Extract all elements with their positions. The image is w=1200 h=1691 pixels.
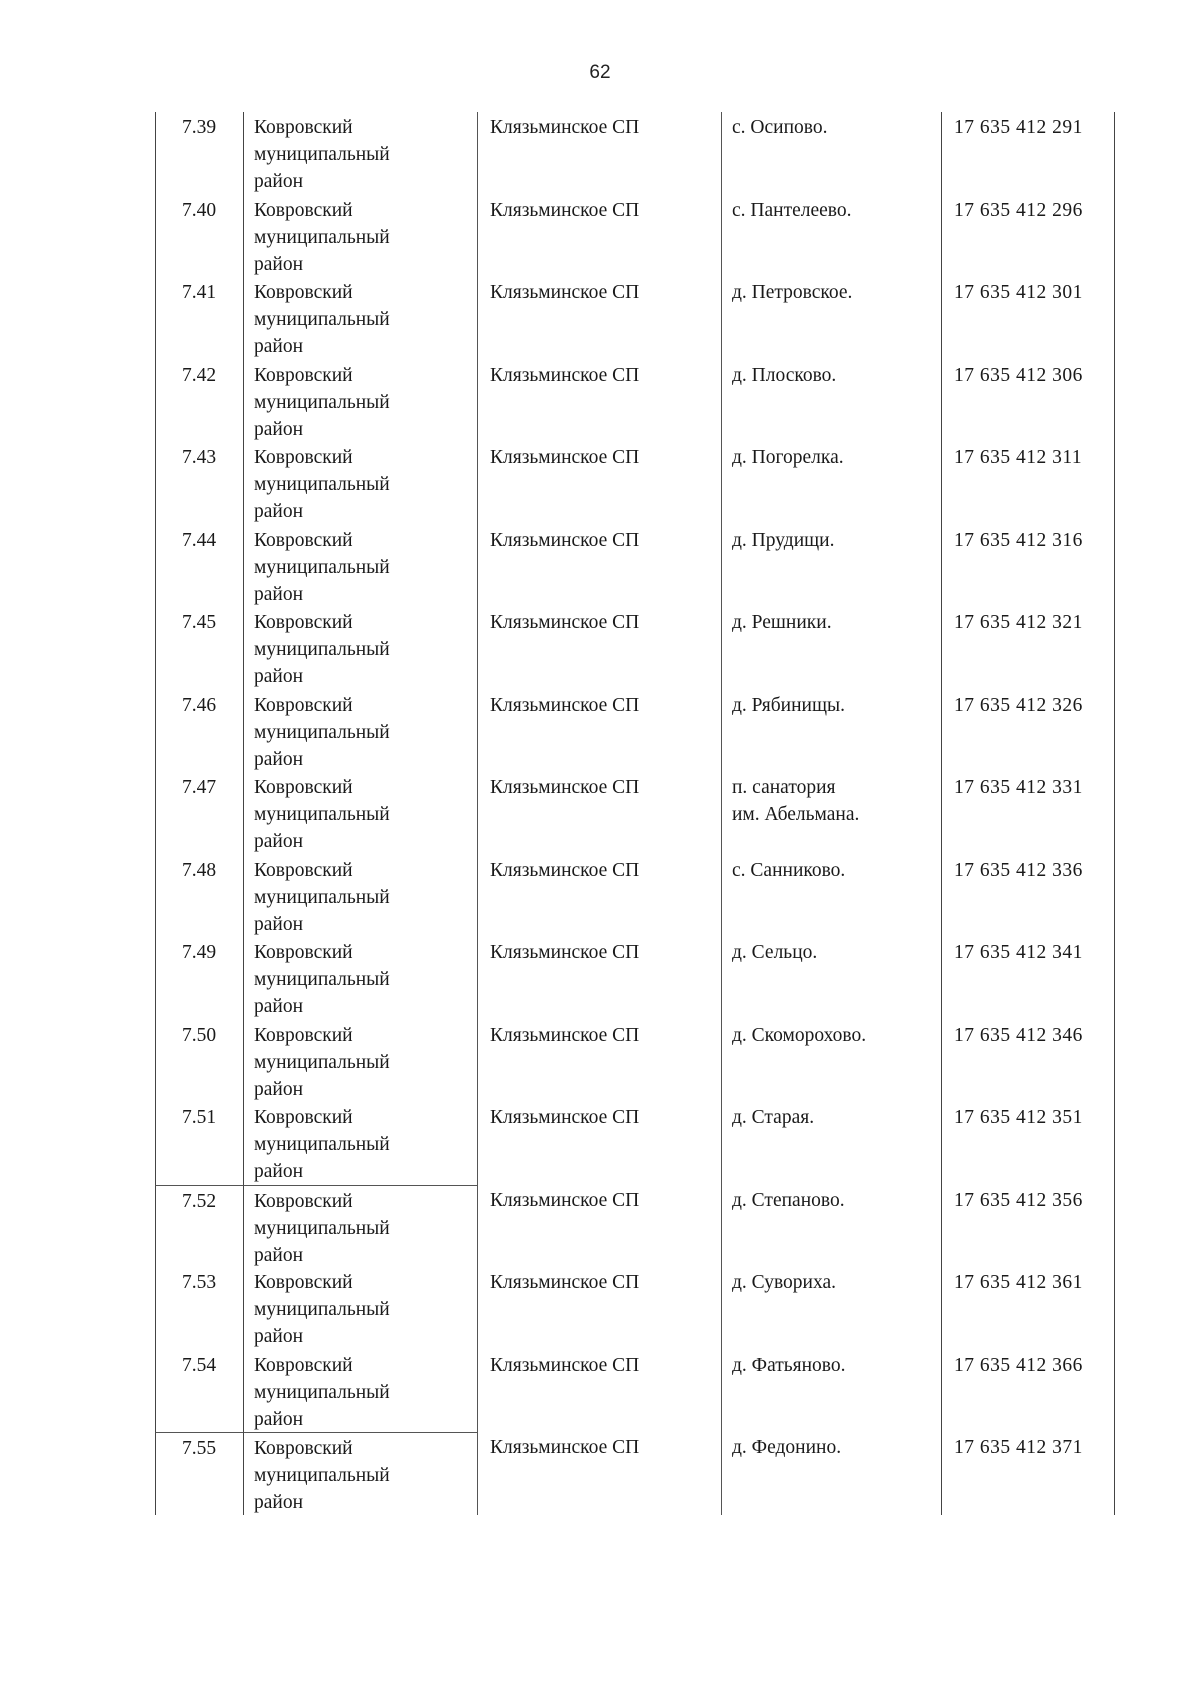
cell-line: д. Прудищи. (732, 529, 835, 551)
locality-cell (721, 525, 941, 608)
cell-line: д. Федонино. (732, 1437, 842, 1458)
oktmo-code-cell: 17 635 412 301 (941, 277, 1115, 360)
district-cell (243, 277, 477, 360)
cell-line: район (254, 171, 304, 192)
row-number: 7.46 (155, 690, 243, 773)
settlement-cell: Клязьминское СП (477, 112, 721, 195)
settlement-cell: Клязьминское СП (477, 1020, 721, 1103)
table-row (155, 360, 1115, 443)
cell-line: Ковровский (254, 447, 353, 468)
district-cell (243, 1267, 477, 1350)
cell-line: район (254, 1078, 304, 1100)
cell-line: Ковровский (254, 1438, 353, 1459)
cell-line: муниципальный (254, 1465, 390, 1486)
settlement-cell: Клязьминское СП (477, 1350, 721, 1433)
settlement-cell: Клязьминское СП (477, 855, 721, 938)
cell-line: муниципальный (254, 969, 390, 990)
cell-line: муниципальный (254, 721, 390, 743)
cell-line: район (254, 583, 304, 605)
cell-line: д. Петровское. (732, 282, 853, 303)
locality-cell (721, 772, 941, 855)
cell-line: Ковровский (254, 529, 353, 551)
district-cell (243, 607, 477, 690)
table-row (155, 1020, 1115, 1103)
oktmo-code-cell: 17 635 412 341 (941, 937, 1115, 1020)
cell-line: муниципальный (254, 639, 390, 660)
table-row (155, 1267, 1115, 1350)
settlement-cell: Клязьминское СП (477, 1267, 721, 1350)
district-cell (243, 1432, 477, 1515)
district-cell (243, 1102, 477, 1185)
cell-line: район (254, 831, 304, 852)
cell-line: район (254, 336, 304, 357)
row-number: 7.55 (155, 1432, 243, 1515)
cell-line: муниципальный (254, 391, 390, 413)
cell-line: д. Сельцо. (732, 942, 818, 963)
cell-line: район (254, 1408, 304, 1430)
cell-line: д. Рябинищы. (732, 694, 845, 716)
settlement-cell: Клязьминское СП (477, 195, 721, 278)
oktmo-code-cell: 17 635 412 296 (941, 195, 1115, 278)
oktmo-code-cell: 17 635 412 321 (941, 607, 1115, 690)
cell-line: муниципальный (254, 1299, 390, 1320)
cell-line: п. санатория (732, 777, 836, 798)
locality-cell (721, 607, 941, 690)
cell-line: д. Решники. (732, 612, 832, 633)
cell-line: с. Пантелеево. (732, 199, 852, 221)
cell-line: д. Сувориха. (732, 1272, 836, 1293)
cell-line: район (254, 1161, 304, 1182)
district-cell (243, 1020, 477, 1103)
oktmo-code-cell: 17 635 412 356 (941, 1185, 1115, 1268)
row-number: 7.45 (155, 607, 243, 690)
row-number: 7.42 (155, 360, 243, 443)
cell-line: муниципальный (254, 804, 390, 825)
row-number: 7.40 (155, 195, 243, 278)
cell-line: Ковровский (254, 777, 353, 798)
table-row (155, 525, 1115, 608)
locality-cell (721, 442, 941, 525)
table-row (155, 855, 1115, 938)
cell-line: д. Плосково. (732, 364, 837, 386)
locality-cell (721, 1185, 941, 1268)
row-number: 7.54 (155, 1350, 243, 1433)
locality-cell (721, 1020, 941, 1103)
table-row (155, 772, 1115, 855)
cell-line: муниципальный (254, 226, 390, 248)
cell-line: Ковровский (254, 364, 353, 386)
cell-line: район (254, 1492, 304, 1513)
settlement-cell: Клязьминское СП (477, 360, 721, 443)
cell-line: Ковровский (254, 1107, 353, 1128)
cell-line: с. Осипово. (732, 117, 828, 138)
table-row (155, 607, 1115, 690)
cell-line: муниципальный (254, 1217, 390, 1239)
row-number: 7.53 (155, 1267, 243, 1350)
settlement-cell: Клязьминское СП (477, 690, 721, 773)
cell-line: Ковровский (254, 1024, 353, 1046)
cell-line: муниципальный (254, 886, 390, 908)
row-number: 7.51 (155, 1102, 243, 1185)
oktmo-code-cell: 17 635 412 366 (941, 1350, 1115, 1433)
oktmo-code-cell: 17 635 412 336 (941, 855, 1115, 938)
row-number: 7.50 (155, 1020, 243, 1103)
cell-line: Ковровский (254, 199, 353, 221)
oktmo-code-cell: 17 635 412 331 (941, 772, 1115, 855)
settlement-cell: Клязьминское СП (477, 937, 721, 1020)
table-row (155, 195, 1115, 278)
cell-line: Ковровский (254, 1354, 353, 1376)
settlement-cell: Клязьминское СП (477, 607, 721, 690)
row-number: 7.43 (155, 442, 243, 525)
district-cell (243, 1185, 477, 1268)
locality-cell (721, 1350, 941, 1433)
locality-cell (721, 195, 941, 278)
cell-line: муниципальный (254, 309, 390, 330)
table-row (155, 937, 1115, 1020)
cell-line: район (254, 501, 304, 522)
cell-line: район (254, 996, 304, 1017)
row-number: 7.48 (155, 855, 243, 938)
settlement-cell: Клязьминское СП (477, 1102, 721, 1185)
cell-line: район (254, 253, 304, 275)
oktmo-code-cell: 17 635 412 346 (941, 1020, 1115, 1103)
oktmo-code-cell: 17 635 412 351 (941, 1102, 1115, 1185)
row-number: 7.47 (155, 772, 243, 855)
table-row (155, 690, 1115, 773)
cell-line: с. Санниково. (732, 859, 846, 881)
district-cell (243, 937, 477, 1020)
district-cell (243, 1350, 477, 1433)
row-number: 7.41 (155, 277, 243, 360)
oktmo-code-cell: 17 635 412 306 (941, 360, 1115, 443)
cell-line: д. Погорелка. (732, 447, 844, 468)
table-row (155, 277, 1115, 360)
oktmo-code-cell: 17 635 412 361 (941, 1267, 1115, 1350)
district-cell (243, 112, 477, 195)
table-row (155, 1185, 1115, 1268)
settlements-table (155, 112, 1115, 1515)
cell-line: д. Фатьяново. (732, 1354, 846, 1376)
cell-line: Ковровский (254, 282, 353, 303)
cell-line: Ковровский (254, 1190, 353, 1212)
settlement-cell: Клязьминское СП (477, 1185, 721, 1268)
oktmo-code-cell: 17 635 412 291 (941, 112, 1115, 195)
oktmo-code-cell: 17 635 412 371 (941, 1432, 1115, 1515)
row-number: 7.52 (155, 1185, 243, 1268)
row-number: 7.44 (155, 525, 243, 608)
cell-line: д. Степаново. (732, 1189, 845, 1211)
cell-line: муниципальный (254, 1381, 390, 1403)
cell-line: Ковровский (254, 942, 353, 963)
locality-cell (721, 690, 941, 773)
locality-cell (721, 1432, 941, 1515)
locality-cell (721, 1267, 941, 1350)
cell-line: Ковровский (254, 694, 353, 716)
settlement-cell: Клязьминское СП (477, 277, 721, 360)
table-row (155, 112, 1115, 195)
table-row (155, 442, 1115, 525)
locality-cell (721, 937, 941, 1020)
cell-line: район (254, 748, 304, 770)
oktmo-code-cell: 17 635 412 326 (941, 690, 1115, 773)
district-cell (243, 855, 477, 938)
district-cell (243, 442, 477, 525)
district-cell (243, 195, 477, 278)
cell-line: Ковровский (254, 1272, 353, 1293)
oktmo-code-cell: 17 635 412 311 (941, 442, 1115, 525)
table-row (155, 1102, 1115, 1185)
cell-line: район (254, 418, 304, 440)
cell-line: муниципальный (254, 474, 390, 495)
table-row (155, 1350, 1115, 1433)
cell-line: район (254, 1326, 304, 1347)
settlement-cell: Клязьминское СП (477, 525, 721, 608)
cell-line: район (254, 666, 304, 687)
page-number: 62 (589, 62, 611, 83)
cell-line: Ковровский (254, 612, 353, 633)
locality-cell (721, 112, 941, 195)
district-cell (243, 360, 477, 443)
district-cell (243, 772, 477, 855)
cell-line: д. Скоморохово. (732, 1024, 867, 1046)
cell-line: Ковровский (254, 859, 353, 881)
locality-cell (721, 360, 941, 443)
settlement-cell: Клязьминское СП (477, 772, 721, 855)
cell-line: район (254, 913, 304, 935)
settlement-cell: Клязьминское СП (477, 442, 721, 525)
oktmo-code-cell: 17 635 412 316 (941, 525, 1115, 608)
cell-line: д. Старая. (732, 1107, 815, 1128)
row-number: 7.49 (155, 937, 243, 1020)
cell-line: муниципальный (254, 1051, 390, 1073)
table-row (155, 1432, 1115, 1515)
cell-line: Ковровский (254, 117, 353, 138)
row-number: 7.39 (155, 112, 243, 195)
settlement-cell: Клязьминское СП (477, 1432, 721, 1515)
cell-line: муниципальный (254, 144, 390, 165)
cell-line: муниципальный (254, 556, 390, 578)
district-cell (243, 525, 477, 608)
cell-line: район (254, 1244, 304, 1266)
locality-cell (721, 277, 941, 360)
district-cell (243, 690, 477, 773)
locality-cell (721, 1102, 941, 1185)
locality-cell (721, 855, 941, 938)
cell-line: муниципальный (254, 1134, 390, 1155)
cell-line: им. Абельмана. (732, 804, 860, 825)
